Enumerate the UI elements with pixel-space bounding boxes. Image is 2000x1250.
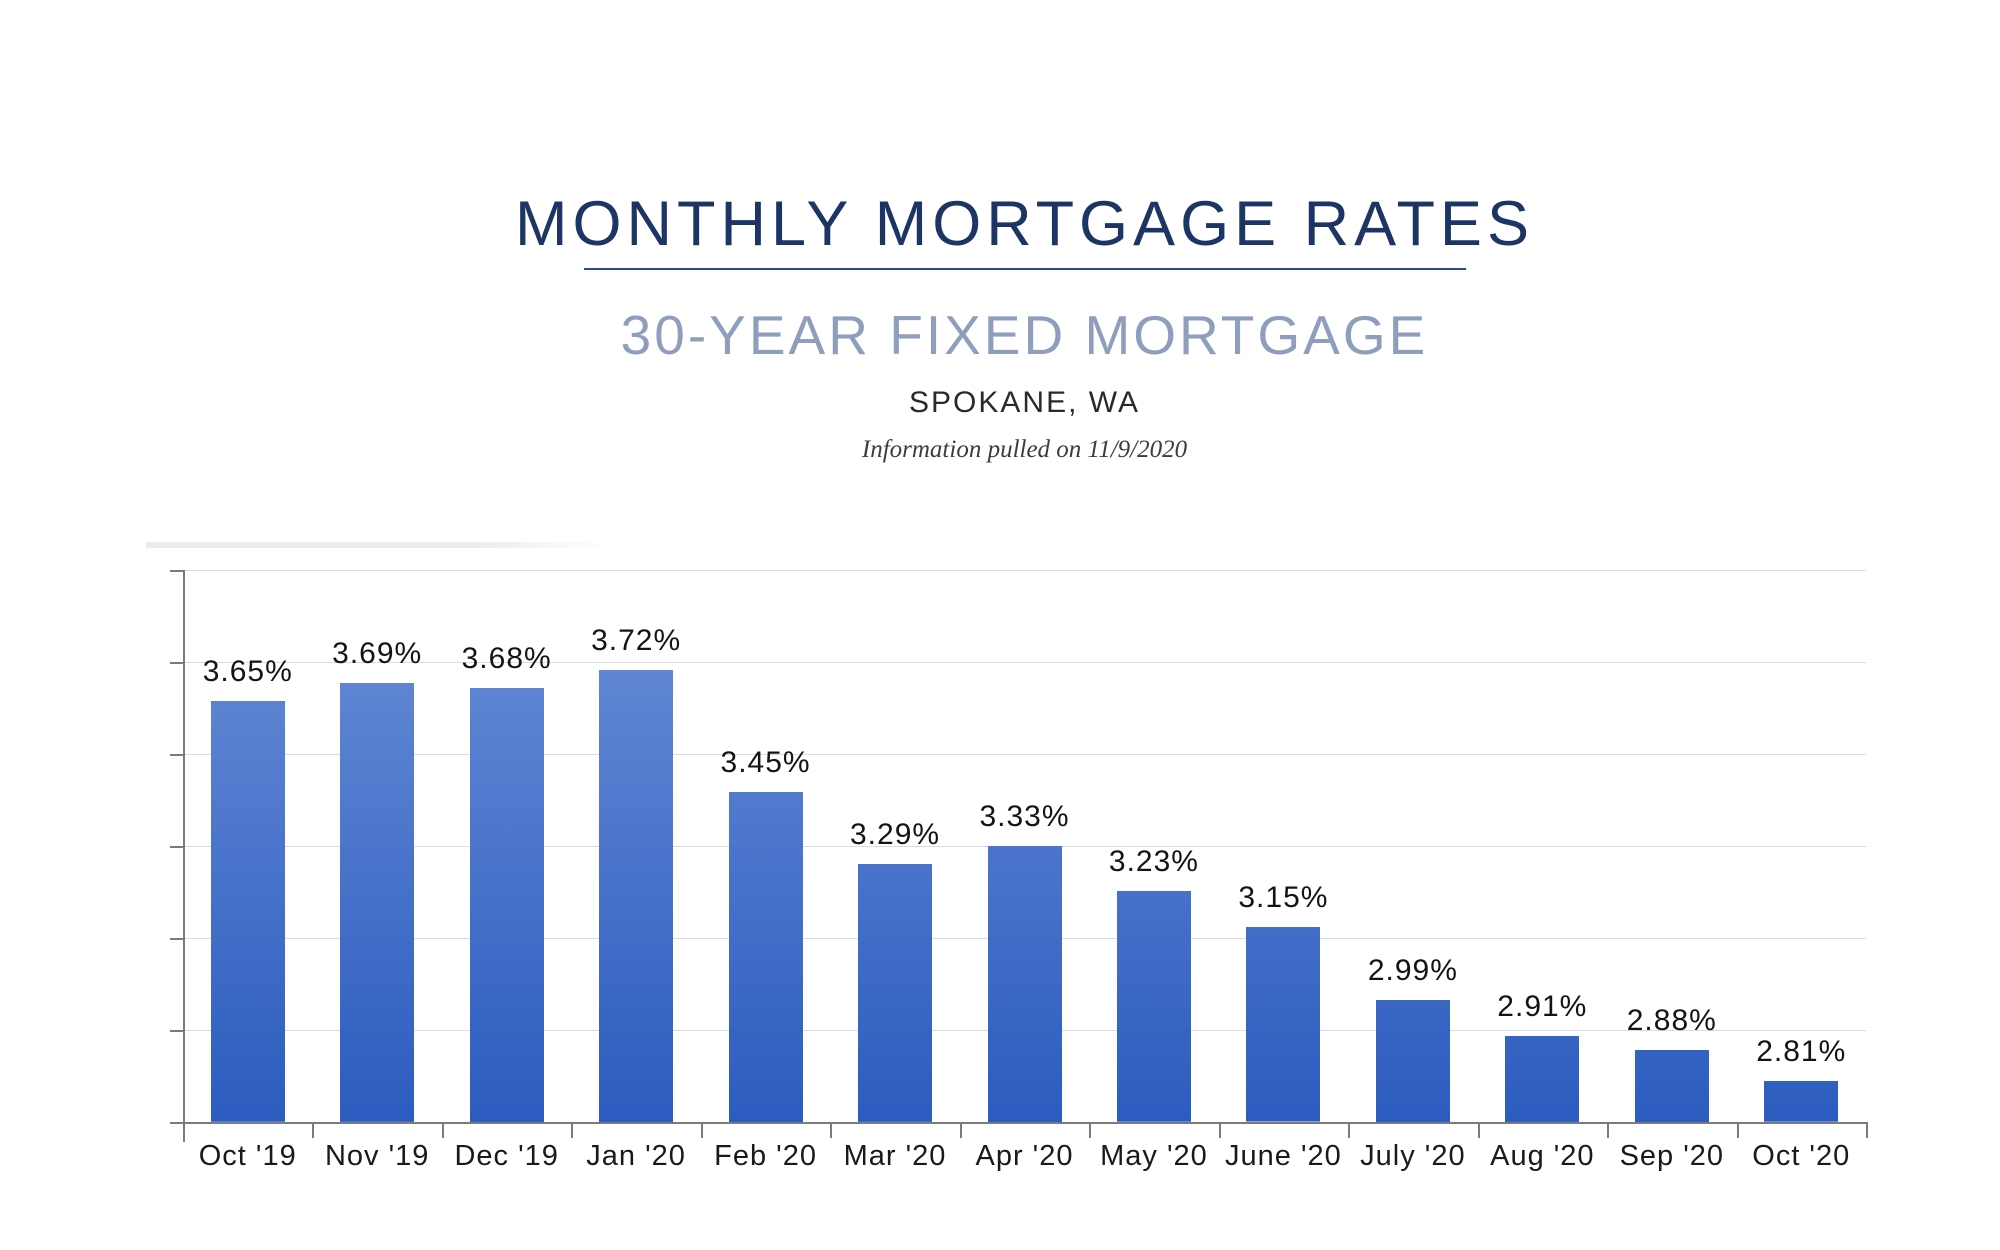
gridline	[183, 754, 1866, 755]
bar-value-label: 2.88%	[1626, 1003, 1717, 1037]
y-axis-tick	[170, 1030, 183, 1032]
y-axis-tick	[170, 938, 183, 940]
bar-sep-20	[1635, 1050, 1709, 1122]
page-title: MONTHLY MORTGAGE RATES	[515, 189, 1534, 259]
title-underline	[584, 268, 1466, 270]
x-axis-tick	[1866, 1124, 1868, 1138]
y-axis-tick	[170, 570, 183, 572]
bar-apr-20	[988, 846, 1062, 1122]
bar-feb-20	[729, 792, 803, 1122]
y-axis-line	[183, 570, 185, 1142]
bar-value-label: 3.68%	[461, 641, 552, 675]
bar-oct-20	[1764, 1081, 1838, 1122]
bar-oct-19	[211, 701, 285, 1122]
x-axis-label: July '20	[1360, 1140, 1466, 1172]
x-axis-tick	[701, 1124, 703, 1138]
header	[183, 0, 1866, 470]
bar-value-label: 2.91%	[1497, 990, 1588, 1024]
bar-value-label: 3.65%	[202, 655, 293, 689]
x-axis-label: Mar '20	[843, 1140, 947, 1172]
gridline	[183, 570, 1866, 571]
bar-value-label: 2.81%	[1756, 1035, 1847, 1069]
bar-nov-19	[340, 683, 414, 1122]
bar-value-label: 3.45%	[720, 745, 811, 779]
bar-aug-20	[1505, 1036, 1579, 1122]
info-pulled-note: Information pulled on 11/9/2020	[861, 436, 1188, 463]
x-axis-label: Aug '20	[1490, 1140, 1595, 1172]
bar-jan-20	[599, 670, 673, 1122]
bar-dec-19	[470, 688, 544, 1122]
x-axis-line	[170, 1122, 1868, 1124]
bar-may-20	[1117, 891, 1191, 1122]
x-axis-tick	[1737, 1124, 1739, 1138]
faint-gridline-artifact	[146, 542, 611, 548]
x-axis-tick	[442, 1124, 444, 1138]
x-axis-label: Oct '19	[198, 1140, 297, 1172]
x-axis-label: Apr '20	[975, 1140, 1074, 1172]
x-axis-label: June '20	[1225, 1140, 1342, 1172]
x-axis-tick	[1089, 1124, 1091, 1138]
x-axis-tick	[830, 1124, 832, 1138]
bar-value-label: 3.15%	[1238, 881, 1329, 915]
x-axis-label: May '20	[1100, 1140, 1208, 1172]
x-axis-label: Sep '20	[1619, 1140, 1725, 1172]
bar-value-label: 3.69%	[332, 637, 423, 671]
bar-june-20	[1246, 927, 1320, 1122]
subtitle: 30-YEAR FIXED MORTGAGE	[620, 304, 1429, 366]
y-axis-tick	[170, 662, 183, 664]
bar-value-label: 2.99%	[1367, 953, 1458, 987]
y-axis-tick	[170, 846, 183, 848]
bar-value-label: 3.33%	[979, 800, 1070, 833]
plot-area	[183, 570, 1866, 1122]
bar-value-label: 3.23%	[1108, 845, 1199, 879]
bar-value-label: 3.72%	[591, 623, 682, 657]
x-axis-label: Oct '20	[1752, 1140, 1851, 1172]
bar-value-label: 3.29%	[849, 818, 941, 852]
x-axis-tick	[1219, 1124, 1221, 1138]
x-axis-tick	[960, 1124, 962, 1138]
x-axis-label: Dec '19	[454, 1140, 559, 1172]
location-label: SPOKANE, WA	[909, 386, 1140, 419]
bar-july-20	[1376, 1000, 1450, 1122]
x-axis-tick	[312, 1124, 314, 1138]
x-axis-tick	[1348, 1124, 1350, 1138]
x-axis-label: Feb '20	[714, 1140, 817, 1172]
x-axis-label: Jan '20	[586, 1140, 686, 1172]
bar-mar-20	[858, 864, 932, 1122]
x-axis-label: Nov '19	[324, 1140, 430, 1172]
x-axis-tick	[1607, 1124, 1609, 1138]
y-axis-tick	[170, 754, 183, 756]
x-axis-tick	[571, 1124, 573, 1138]
x-axis-tick	[1478, 1124, 1480, 1138]
